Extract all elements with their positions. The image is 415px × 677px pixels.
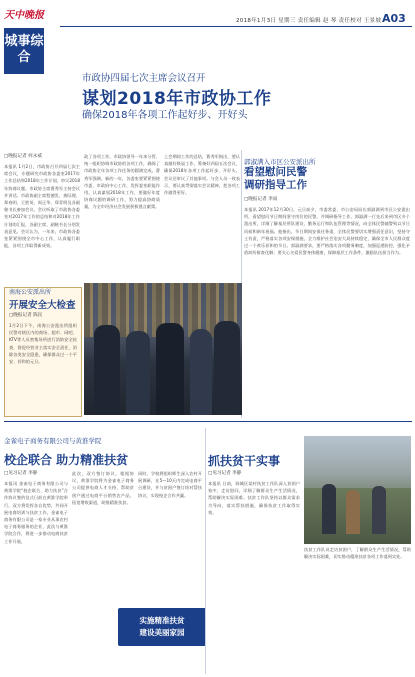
photo-person bbox=[322, 484, 336, 534]
bottom-left-column-2: 此次，双方签订协议，根据协议，黄淮学院将为金雀电子商务公司提供电商人才支持，帮助贫困户通过电商平台销售农产品，拓宽增收渠道，助推精准扶贫。 bbox=[72, 471, 134, 505]
side-body: 本报讯 2017年12月30日，元旦前夕，市委常委、市公安局局长郭淑满到市区公安派出所，看望慰问节日期间坚守岗位的民警，并调研指导工作。郭淑满一行先后来到市区多个派出所，详细了解基层所队建设、勤务运行和队伍管理等情况，向全体民警辅警致以节日问候和新年祝福。他指出，节日期间安保任务重，全体民警要切实增强责任意识，坚持守土有责，严格落实各项安保措施，全力维护社会治安大局持续稳定，确保全市人民群众度过一个欢乐祥和的节日。郭淑满要求，要严格落实各项勤务制度，加强巡逻防控，强化矛盾纠纷排查化解；要关心关爱民警身体健康，保障基层工作条件，激励队伍担当作为。 bbox=[244, 207, 410, 256]
lead-kicker: 市政协四届七次主席会议召开 bbox=[82, 73, 206, 84]
section-label: 城事综合 bbox=[4, 28, 44, 74]
bottom-left-column-1: 本报讯 金雀电子商务有限公司与黄淮学院“校企联合、助力扶贫”合作协议签约仪式日前在黄淮学院举行，双方将发挥各自优势，共同开展电商培训与扶贫工作。金雀电子商务有限公司是一家专业从事农村电子商务服务的企业，此次与黄淮学院合作，将进一步推动电商扶贫工作开展。 bbox=[4, 481, 68, 544]
bottom-left-headline: 校企联合 助力精准扶贫 bbox=[4, 453, 129, 467]
side-headline-line-1: 看望慰问民警 bbox=[244, 166, 307, 178]
header-rule bbox=[60, 26, 412, 27]
photo-officer bbox=[214, 321, 240, 415]
lead-column-1: 本报讯 1月2日，市政协召开四届七次主席会议，专题研究市政协各委室2017年工作总结和2018年工作计划，审议2018年协商议题。市政协主席曹秀军主持会议并讲话。市政协副主席程德发、黄际理、郑春明、王胜英、周正华、郑青明及各副秘书长参加会议。会议听取了市政协各委室对2017年工作的总结和对2018年工作计划的汇报，各副主席、副秘书长分别发表意见。会议认为，一年来，市政协各委室紧紧围绕全市中心工作，认真履行职能，各项工作取得新成效。 bbox=[4, 164, 80, 249]
paper-name: 天中晚报 bbox=[4, 10, 44, 21]
bottom-right-headline: 抓扶贫干实事 bbox=[208, 454, 281, 468]
police-inspection-photo bbox=[84, 283, 242, 415]
lead-column-2: 政了各项工作。市政协领导一年来分管、统一组织协调市政协的各项工作，确保了市政协全年各项工作任务的圆满完成。曹秀军强调，新的一年，各委室要紧紧围绕市委、市政府中心工作，发挥委室职能作用，认真谋划2018年工作，要做好年度协商议题的调研工作，努力提高协商质量，为全市经济社会发展积极建言献策。 bbox=[84, 154, 160, 210]
safety-byline: □晚报记者 陈民 bbox=[9, 313, 43, 318]
photo-officer bbox=[190, 329, 212, 415]
bottom-right-body: 本报讯 日前，驿城区某村扶贫工作队深入贫困户家中，走访慰问，详细了解群众生产生活情况，帮助解决实际困难。扶贫工作队坚持以群众需求为导向，落实帮扶措施，确保扶贫工作取得实效。 bbox=[208, 481, 300, 515]
lead-column-3: 上会期间工作的总结，曹秀军指出，要认真做好换届工作，筹备好四届五次会议，确保2018年各项工作起好步、开好头。会议还审议了其他事项。与会人员一致表示，要认真贯彻落实会议精神，把各项工作做得更好。 bbox=[164, 154, 240, 196]
banner-line-2: 建设美丽家园 bbox=[139, 628, 185, 637]
photo-person bbox=[372, 486, 386, 534]
photo-person bbox=[346, 490, 360, 534]
bottom-left-byline: □见习记者 李静 bbox=[4, 471, 38, 476]
photo-officer bbox=[126, 331, 150, 415]
safety-headline: 开展安全大检查 bbox=[9, 300, 76, 311]
safety-kicker: 南海公安派出所 bbox=[9, 289, 52, 296]
lead-byline: □晚报记者 何永威 bbox=[4, 154, 42, 159]
safety-body: 1月2日下午，南海公安派出所组织民警对辖区内的商场、超市、网吧、KTV等人员密集场所进行消防安全检查，督促经营业主落实安全责任，消除各类安全隐患，确保群众过一个平安、祥和的元旦。 bbox=[9, 323, 77, 365]
bottom-left-column-3: 同时，学校将组织师生深入农村开展调研，在5—10天内完成电商平台建设，并与贫困户签订结对帮扶协议，实现校企合作共赢。 bbox=[138, 471, 202, 498]
masthead bbox=[0, 0, 415, 78]
side-headline-line-2: 调研指导工作 bbox=[244, 179, 307, 191]
photo-officer bbox=[94, 325, 120, 415]
bottom-divider bbox=[205, 428, 206, 674]
bottom-right-byline: □见习记者 李静 bbox=[208, 471, 242, 476]
lead-subhead: 确保2018年各项工作起好步、开好头 bbox=[82, 110, 248, 121]
photo-caption: 扶贫工作队员走访贫困户，了解群众生产生活情况，帮助解决实际困难，切实推动精准扶贫各项工作落到实处。 bbox=[304, 547, 411, 560]
page-number: A03 bbox=[382, 12, 406, 25]
side-kicker: 郭淑满入市区公安派出所 bbox=[244, 158, 316, 166]
side-byline: □晚报记者 李雨 bbox=[244, 197, 278, 202]
poverty-alleviation-banner bbox=[118, 608, 206, 646]
side-headline bbox=[244, 166, 307, 192]
section-separator bbox=[4, 421, 412, 422]
bottom-left-kicker: 金雀电子商务有限公司与黄淮学院 bbox=[4, 437, 102, 445]
lead-headline: 谋划2018年市政协工作 bbox=[82, 89, 272, 109]
banner-line-1: 实施精准扶贫 bbox=[139, 616, 185, 625]
village-visit-photo bbox=[304, 436, 411, 544]
photo-officer bbox=[156, 323, 184, 415]
date-line: 2018年1月3日 星期三 责任编辑 赵 琴 责任校对 王景坡 bbox=[236, 18, 382, 24]
